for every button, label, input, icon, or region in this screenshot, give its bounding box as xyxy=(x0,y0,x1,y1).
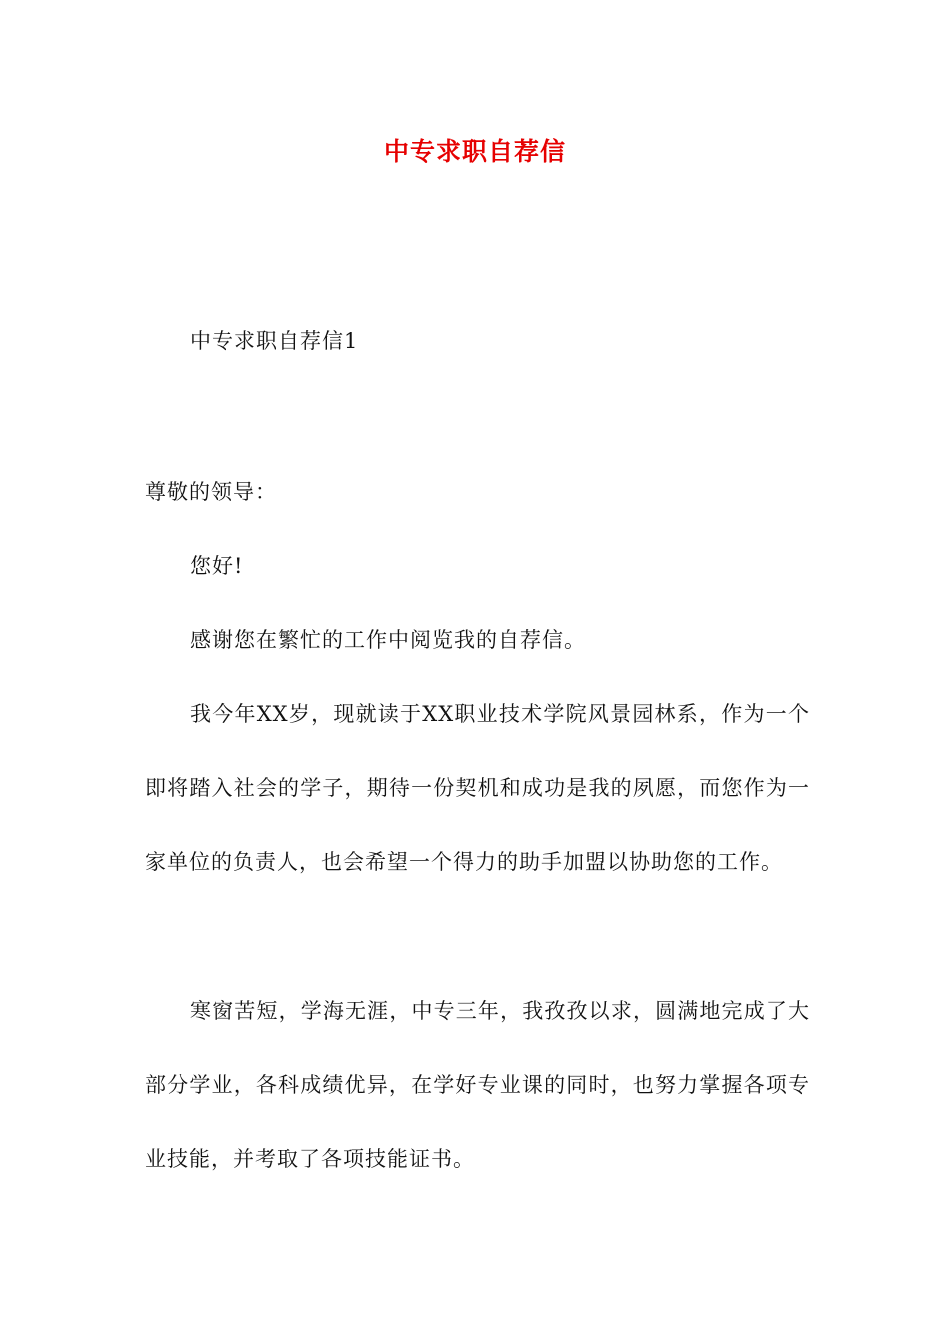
greeting: 您好! xyxy=(190,554,244,578)
letter-subtitle: 中专求职自荐信1 xyxy=(190,329,359,353)
paragraph-thanks: 感谢您在繁忙的工作中阅览我的自荐信。 xyxy=(190,628,586,652)
paragraph-studies: 寒窗苦短，学海无涯，中专三年，我孜孜以求，圆满地完成了大部分学业，各科成绩优异，在学好专业课的同时，也努力掌握各项专业技能，并考取了各项技能证书。 xyxy=(145,999,810,1171)
salutation: 尊敬的领导： xyxy=(145,480,277,504)
document-title: 中专求职自荐信 xyxy=(383,137,566,166)
paragraph-introduction: 我今年XX岁，现就读于XX职业技术学院风景园林系，作为一个即将踏入社会的学子，期待一份契机和成功是我的夙愿，而您作为一家单位的负责人，也会希望一个得力的助手加盟以协助您的工作。 xyxy=(145,702,810,874)
